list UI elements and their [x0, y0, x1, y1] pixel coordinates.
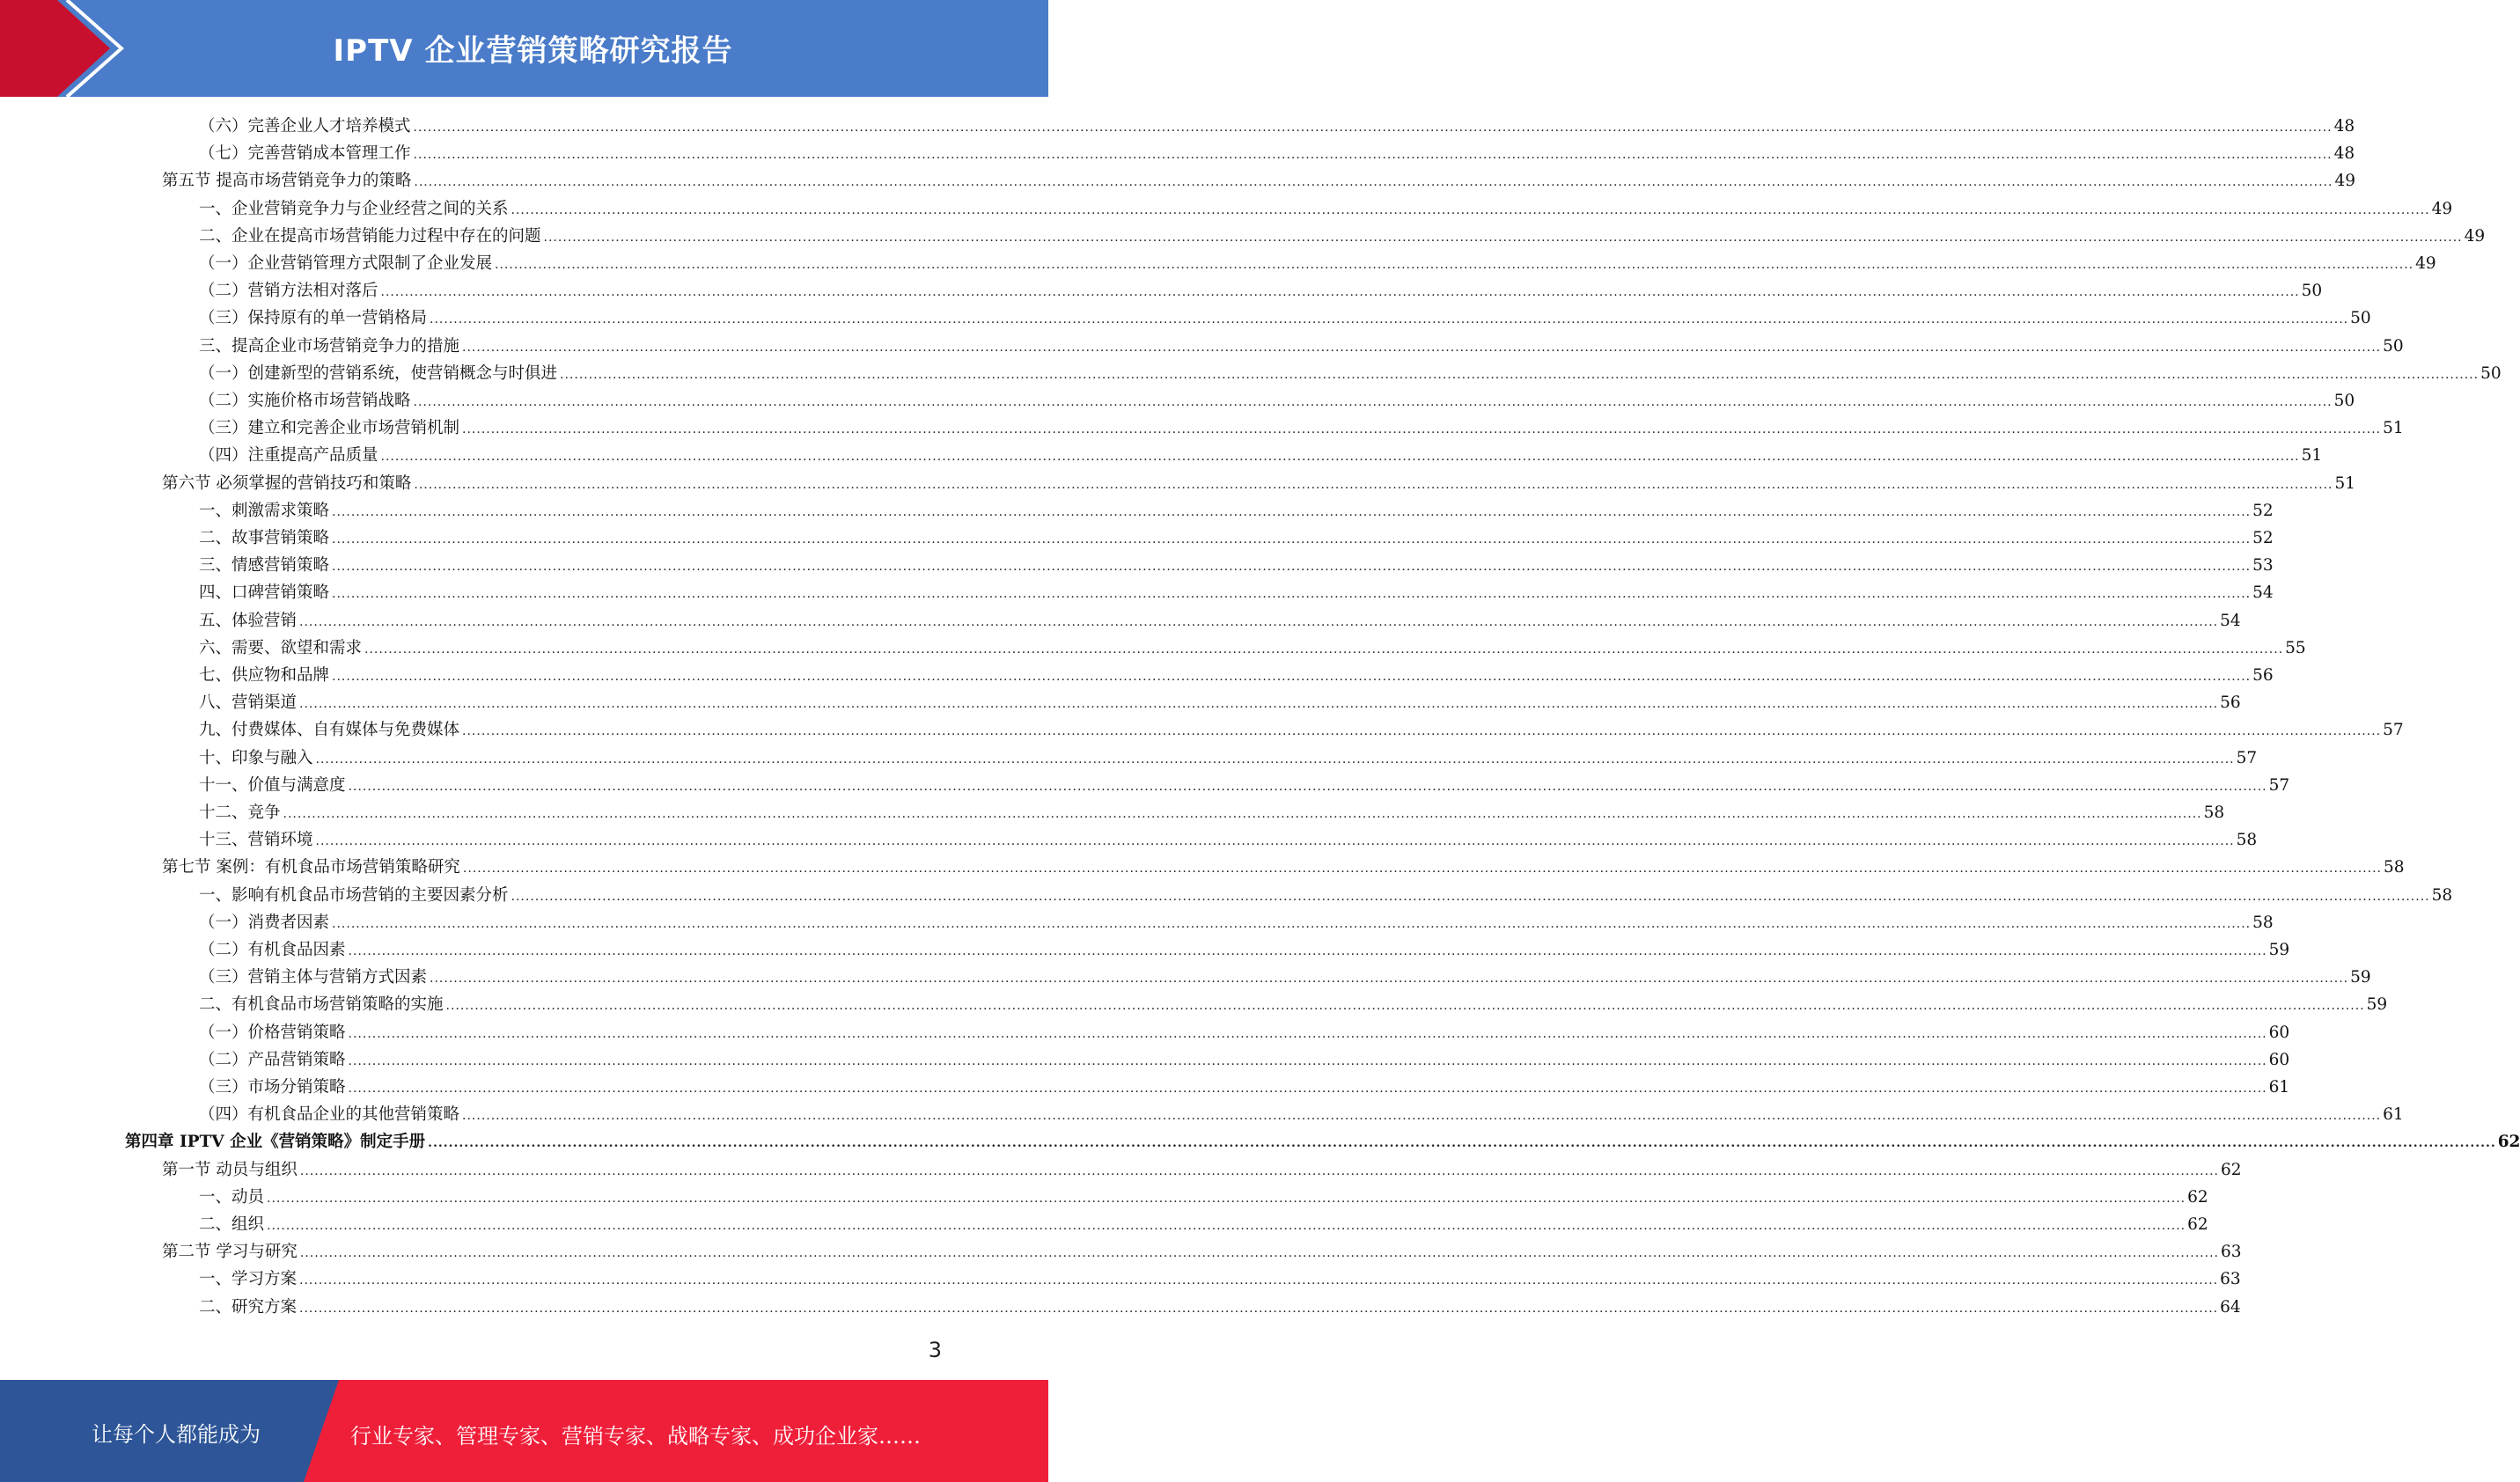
toc-entry[interactable] [199, 1101, 2404, 1128]
toc-entry[interactable] [199, 1211, 2208, 1238]
toc-entry[interactable] [125, 1128, 2520, 1156]
toc-entry[interactable] [199, 635, 2306, 662]
toc-entry-page: 57 [2383, 721, 2404, 740]
toc-entry-page: 59 [2366, 995, 2388, 1015]
toc-entry[interactable] [199, 360, 2502, 387]
toc-entry[interactable] [199, 1046, 2290, 1074]
toc-entry-title: （二）有机食品因素 [199, 941, 346, 959]
toc-dot-leader: ................................................................................................................................................................................................................................................................................................................................................................................................................ [348, 1026, 2267, 1041]
toc-entry-page: 58 [2431, 885, 2453, 905]
toc-dot-leader: ................................................................................................................................................................................................................................................................................................................................................................................................................ [267, 1191, 2186, 1206]
toc-entry-page: 61 [2383, 1105, 2404, 1125]
toc-dot-leader: ................................................................................................................................................................................................................................................................................................................................................................................................................ [413, 148, 2333, 163]
toc-entry[interactable] [199, 1294, 2241, 1321]
toc-entry-page: 50 [2333, 392, 2355, 410]
toc-entry-title: 一、学习方案 [199, 1270, 298, 1289]
toc-entry[interactable] [199, 223, 2486, 250]
toc-entry[interactable] [199, 826, 2258, 854]
toc-entry-page: 50 [2383, 336, 2404, 356]
toc-entry[interactable] [199, 277, 2323, 304]
toc-entry-title: （一）消费者因素 [199, 913, 330, 932]
toc-entry[interactable] [199, 304, 2371, 332]
toc-entry-title: 第二节 学习与研究 [162, 1243, 298, 1262]
toc-entry-page: 57 [2268, 775, 2290, 795]
toc-entry[interactable] [199, 387, 2355, 415]
toc-dot-leader: ................................................................................................................................................................................................................................................................................................................................................................................................................ [430, 972, 2349, 987]
toc-dot-leader: ................................................................................................................................................................................................................................................................................................................................................................................................................ [332, 532, 2252, 547]
toc-entry-title: （三）建立和完善企业市场营销机制 [199, 419, 460, 438]
toc-entry-page: 48 [2333, 144, 2355, 164]
toc-entry-title: 二、故事营销策略 [199, 529, 330, 547]
toc-entry-page: 51 [2301, 446, 2323, 466]
toc-entry-title: 三、情感营销策略 [199, 556, 330, 576]
toc-dot-leader: ................................................................................................................................................................................................................................................................................................................................................................................................................ [414, 175, 2333, 190]
toc-entry[interactable] [199, 607, 2241, 635]
toc-entry[interactable] [199, 525, 2274, 552]
toc-entry[interactable] [199, 1266, 2241, 1293]
toc-entry-title: 十三、营销环境 [199, 831, 313, 850]
footer-roles: 行业专家、管理专家、营销专家、战略专家、成功企业家…… [350, 1424, 921, 1449]
toc-dot-leader: ................................................................................................................................................................................................................................................................................................................................................................................................................ [332, 504, 2252, 519]
toc-entry-page: 52 [2252, 529, 2274, 547]
toc-entry[interactable] [199, 964, 2371, 991]
toc-entry-page: 50 [2301, 282, 2323, 301]
toc-entry-title: （二）实施价格市场营销战略 [199, 392, 411, 410]
toc-entry-title: 十一、价值与满意度 [199, 775, 346, 795]
toc-dot-leader: ................................................................................................................................................................................................................................................................................................................................................................................................................ [413, 121, 2333, 135]
toc-entry-title: 第五节 提高市场营销竞争力的策略 [162, 172, 412, 191]
toc-entry-title: （二）营销方法相对落后 [199, 282, 378, 301]
toc-dot-leader: ................................................................................................................................................................................................................................................................................................................................................................................................................ [430, 312, 2349, 327]
toc-entry[interactable] [199, 579, 2274, 606]
toc-entry-title: 三、提高企业市场营销竞争力的措施 [199, 336, 460, 356]
toc-entry-page: 59 [2350, 968, 2371, 987]
toc-entry[interactable] [199, 1019, 2290, 1046]
toc-entry-title: 四、口碑营销策略 [199, 583, 330, 603]
toc-dot-leader: ................................................................................................................................................................................................................................................................................................................................................................................................................ [267, 1219, 2186, 1233]
page-header [0, 0, 1048, 97]
toc-entry-title: 一、动员 [199, 1187, 265, 1207]
toc-entry-title: 二、组织 [199, 1215, 265, 1234]
toc-entry-page: 49 [2464, 226, 2486, 246]
toc-entry[interactable] [199, 991, 2388, 1018]
toc-dot-leader: ................................................................................................................................................................................................................................................................................................................................................................................................................ [380, 285, 2300, 300]
toc-dot-leader: ................................................................................................................................................................................................................................................................................................................................................................................................................ [315, 752, 2235, 767]
toc-entry-page: 57 [2236, 748, 2258, 767]
toc-entry-page: 54 [2252, 583, 2274, 603]
toc-entry-title: （二）产品营销策略 [199, 1050, 346, 1069]
toc-entry-title: 第七节 案例：有机食品市场营销策略研究 [162, 858, 460, 877]
toc-dot-leader: ................................................................................................................................................................................................................................................................................................................................................................................................................ [413, 395, 2333, 409]
toc-dot-leader: ................................................................................................................................................................................................................................................................................................................................................................................................................ [462, 340, 2382, 355]
toc-entry[interactable] [162, 167, 2356, 194]
toc-dot-leader: ................................................................................................................................................................................................................................................................................................................................................................................................................ [428, 1136, 2496, 1151]
toc-entry-page: 53 [2252, 556, 2274, 576]
toc-dot-leader: ................................................................................................................................................................................................................................................................................................................................................................................................................ [348, 1082, 2267, 1096]
toc-dot-leader: ................................................................................................................................................................................................................................................................................................................................................................................................................ [332, 670, 2252, 684]
toc-entry[interactable] [199, 882, 2453, 909]
toc-entry-title: 一、影响有机食品市场营销的主要因素分析 [199, 885, 509, 905]
toc-dot-leader: ................................................................................................................................................................................................................................................................................................................................................................................................................ [462, 422, 2382, 437]
toc-entry-title: （一）创建新型的营销系统，使营销概念与时俱进 [199, 363, 558, 383]
toc-entry-title: 一、刺激需求策略 [199, 501, 330, 520]
footer-slogan: 让每个人都能成为 [92, 1422, 261, 1447]
toc-entry-page: 58 [2203, 803, 2225, 822]
toc-entry-title: 二、研究方案 [199, 1297, 298, 1317]
toc-entry-page: 49 [2415, 254, 2436, 273]
toc-entry-page: 58 [2383, 858, 2405, 877]
toc-dot-leader: ................................................................................................................................................................................................................................................................................................................................................................................................................ [299, 1273, 2219, 1288]
toc-dot-leader: ................................................................................................................................................................................................................................................................................................................................................................................................................ [348, 1053, 2267, 1068]
toc-entry-page: 49 [2431, 199, 2453, 218]
toc-dot-leader: ................................................................................................................................................................................................................................................................................................................................................................................................................ [414, 477, 2333, 492]
toc-entry[interactable] [199, 772, 2290, 799]
toc-entry-page: 49 [2334, 172, 2356, 191]
toc-entry-page: 51 [2383, 419, 2404, 438]
toc-dot-leader: ................................................................................................................................................................................................................................................................................................................................................................................................................ [511, 889, 2430, 904]
toc-dot-leader: ................................................................................................................................................................................................................................................................................................................................................................................................................ [332, 587, 2252, 602]
toc-entry[interactable] [199, 689, 2241, 716]
toc-entry-page: 55 [2285, 638, 2306, 657]
toc-entry-title: 十、印象与融入 [199, 748, 313, 767]
toc-entry[interactable] [199, 1074, 2290, 1101]
page-number: 3 [928, 1338, 942, 1362]
toc-entry-title: （一）企业营销管理方式限制了企业发展 [199, 254, 493, 273]
toc-entry-page: 64 [2220, 1297, 2241, 1317]
toc-dot-leader: ................................................................................................................................................................................................................................................................................................................................................................................................................ [299, 697, 2219, 712]
toc-entry[interactable] [199, 716, 2404, 744]
toc-entry-page: 62 [2220, 1160, 2242, 1179]
toc-dot-leader: ................................................................................................................................................................................................................................................................................................................................................................................................................ [462, 724, 2382, 739]
toc-entry-page: 48 [2333, 117, 2355, 136]
toc-dot-leader: ................................................................................................................................................................................................................................................................................................................................................................................................................ [299, 1246, 2219, 1261]
toc-entry-title: （四）有机食品企业的其他营销策略 [199, 1105, 460, 1125]
toc-entry-title: 第六节 必须掌握的营销技巧和策略 [162, 473, 412, 493]
toc-entry-title: 二、有机食品市场营销策略的实施 [199, 995, 444, 1015]
toc-entry-title: （三）营销主体与营销方式因素 [199, 968, 428, 987]
toc-entry[interactable] [199, 552, 2274, 579]
toc-entry-title: 七、供应物和品牌 [199, 666, 330, 685]
toc-entry[interactable] [199, 936, 2290, 964]
toc-entry-title: 十二、竞争 [199, 803, 281, 822]
toc-entry-page: 58 [2252, 913, 2274, 932]
toc-entry-page: 50 [2350, 309, 2371, 328]
toc-dot-leader: ................................................................................................................................................................................................................................................................................................................................................................................................................ [332, 560, 2252, 575]
toc-entry-title: （七）完善营销成本管理工作 [199, 144, 411, 164]
toc-entry-title: （一）价格营销策略 [199, 1023, 346, 1042]
report-title: IPTV 企业营销策略研究报告 [333, 33, 733, 69]
toc-dot-leader: ................................................................................................................................................................................................................................................................................................................................................................................................................ [299, 1301, 2219, 1316]
toc-entry-page: 60 [2268, 1023, 2290, 1042]
toc-entry[interactable] [199, 250, 2436, 277]
toc-dot-leader: ................................................................................................................................................................................................................................................................................................................................................................................................................ [348, 944, 2267, 958]
toc-entry-title: 五、体验营销 [199, 611, 298, 630]
toc-entry-page: 62 [2497, 1133, 2520, 1152]
toc-dot-leader: ................................................................................................................................................................................................................................................................................................................................................................................................................ [348, 779, 2267, 794]
toc-dot-leader: ................................................................................................................................................................................................................................................................................................................................................................................................................ [462, 862, 2382, 877]
toc-entry[interactable] [199, 113, 2355, 140]
toc-entry-title: （六）完善企业人才培养模式 [199, 117, 411, 136]
toc-entry-title: （四）注重提高产品质量 [199, 446, 378, 466]
toc-entry[interactable] [199, 442, 2323, 469]
toc-dot-leader: ................................................................................................................................................................................................................................................................................................................................................................................................................ [543, 230, 2463, 245]
toc-entry[interactable] [199, 745, 2258, 772]
toc-entry-page: 63 [2220, 1270, 2241, 1289]
toc-entry[interactable] [199, 140, 2355, 167]
toc-entry-page: 51 [2334, 473, 2356, 493]
toc-dot-leader: ................................................................................................................................................................................................................................................................................................................................................................................................................ [462, 1109, 2382, 1124]
toc-dot-leader: ................................................................................................................................................................................................................................................................................................................................................................................................................ [560, 367, 2480, 382]
toc-entry-page: 52 [2252, 501, 2274, 520]
toc-entry-title: 九、付费媒体、自有媒体与免费媒体 [199, 721, 460, 740]
toc-entry-page: 63 [2220, 1243, 2242, 1262]
toc-dot-leader: ................................................................................................................................................................................................................................................................................................................................................................................................................ [364, 642, 2284, 657]
toc-dot-leader: ................................................................................................................................................................................................................................................................................................................................................................................................................ [511, 202, 2430, 217]
toc-entry[interactable] [162, 854, 2405, 881]
page-footer [0, 1380, 1048, 1482]
toc-entry[interactable] [199, 195, 2453, 223]
toc-entry[interactable] [162, 1238, 2242, 1266]
toc-dot-leader: ................................................................................................................................................................................................................................................................................................................................................................................................................ [495, 258, 2414, 272]
toc-entry[interactable] [199, 1184, 2208, 1211]
toc-entry-title: （三）市场分销策略 [199, 1078, 346, 1097]
toc-entry-page: 59 [2268, 941, 2290, 959]
toc-entry[interactable] [199, 909, 2274, 936]
toc-entry[interactable] [199, 415, 2404, 442]
toc-entry-page: 60 [2268, 1050, 2290, 1069]
toc-dot-leader: ................................................................................................................................................................................................................................................................................................................................................................................................................ [315, 834, 2235, 849]
toc-entry-page: 50 [2480, 363, 2502, 383]
toc-dot-leader: ................................................................................................................................................................................................................................................................................................................................................................................................................ [380, 450, 2300, 465]
toc-dot-leader: ................................................................................................................................................................................................................................................................................................................................................................................................................ [283, 807, 2202, 821]
toc-entry[interactable] [199, 497, 2274, 525]
toc-entry-page: 58 [2236, 831, 2258, 850]
toc-dot-leader: ................................................................................................................................................................................................................................................................................................................................................................................................................ [299, 614, 2219, 629]
toc-entry-page: 62 [2187, 1187, 2208, 1207]
toc-entry-title: （三）保持原有的单一营销格局 [199, 309, 428, 328]
toc-entry[interactable] [162, 470, 2356, 497]
toc-entry[interactable] [199, 799, 2225, 826]
toc-entry[interactable] [199, 662, 2274, 689]
toc-entry-page: 56 [2220, 693, 2241, 713]
toc-entry-title: 八、营销渠道 [199, 693, 298, 713]
toc-entry-page: 62 [2187, 1215, 2208, 1234]
toc-entry[interactable] [199, 333, 2404, 360]
toc-entry-title: 二、企业在提高市场营销能力过程中存在的问题 [199, 226, 541, 246]
toc-entry-title: 一、企业营销竞争力与企业经营之间的关系 [199, 199, 509, 218]
toc-entry-page: 61 [2268, 1078, 2290, 1097]
toc-entry-title: 第一节 动员与组织 [162, 1160, 298, 1179]
toc-entry-page: 56 [2252, 666, 2274, 685]
toc-entry-title: 第四章 IPTV 企业《营销策略》制定手册 [125, 1133, 426, 1152]
toc-dot-leader: ................................................................................................................................................................................................................................................................................................................................................................................................................ [445, 999, 2365, 1014]
toc-dot-leader: ................................................................................................................................................................................................................................................................................................................................................................................................................ [332, 916, 2252, 931]
toc-entry-title: 六、需要、欲望和需求 [199, 638, 363, 657]
toc-entry-page: 54 [2220, 611, 2241, 630]
toc-dot-leader: ................................................................................................................................................................................................................................................................................................................................................................................................................ [299, 1163, 2219, 1178]
toc-entry[interactable] [162, 1156, 2242, 1184]
